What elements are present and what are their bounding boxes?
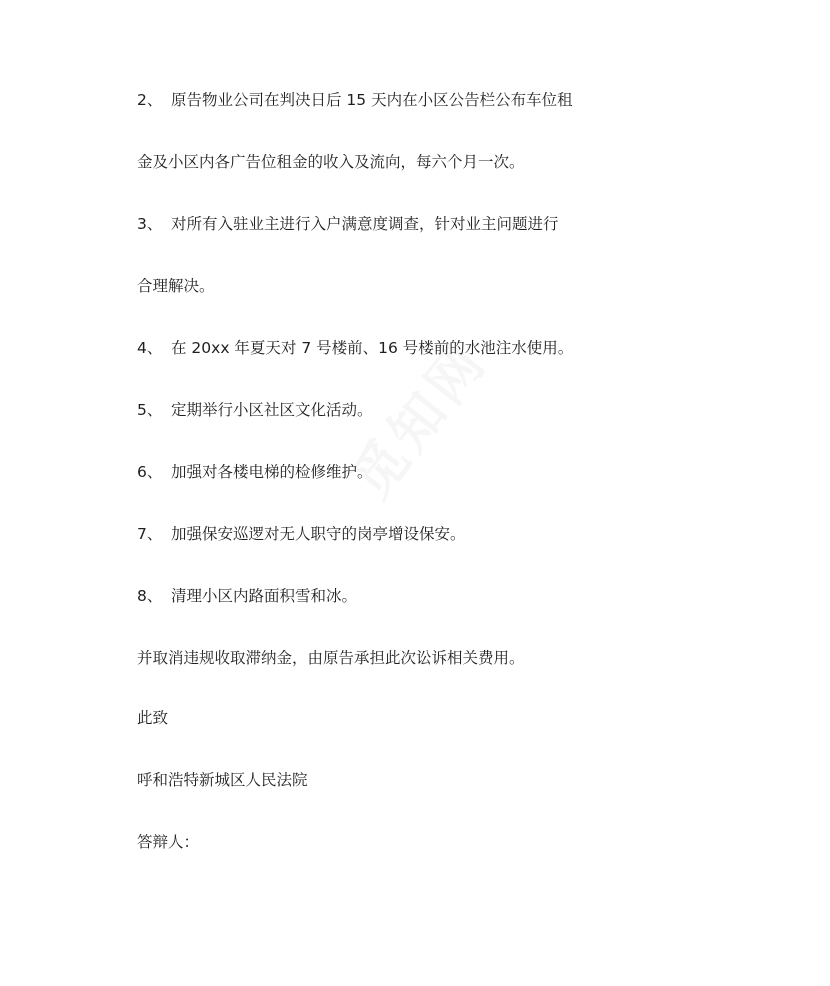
court-name: 呼和浩特新城区人民法院 [137,771,308,789]
paragraph-line: 合理解决。 [137,277,215,295]
list-text: 在 20xx 年夏天对 7 号楼前、16 号楼前的水池注水使用。 [171,339,574,357]
list-number: 4、 [137,339,163,357]
list-number: 7、 [137,525,163,543]
list-text: 清理小区内路面积雪和冰。 [171,587,358,605]
list-text: 加强保安巡逻对无人职守的岗亭增设保安。 [171,525,466,543]
list-item-7 [137,524,466,544]
closing-paragraph: 并取消违规收取滞纳金，由原告承担此次讼诉相关费用。 [137,649,525,667]
list-number: 8、 [137,587,163,605]
paragraph-line: 金及小区内各广告位租金的收入及流向，每六个月一次。 [137,153,525,171]
list-text: 原告物业公司在判决日后 15 天内在小区公告栏公布车位租 [171,91,573,109]
respondent-label: 答辩人： [137,833,200,851]
list-item-6 [137,462,373,482]
list-number: 6、 [137,463,163,481]
list-item-3 [137,214,559,234]
list-item-4 [137,338,573,358]
salutation: 此致 [137,709,169,727]
list-text: 定期举行小区社区文化活动。 [171,401,373,419]
list-text: 加强对各楼电梯的检修维护。 [171,463,373,481]
list-number: 3、 [137,215,163,233]
list-text: 对所有入驻业主进行入户满意度调查，针对业主问题进行 [171,215,559,233]
list-item-8 [137,586,357,606]
list-item-5 [137,400,373,420]
list-number: 5、 [137,401,163,419]
list-number: 2、 [137,91,163,109]
list-item-2 [137,90,573,110]
